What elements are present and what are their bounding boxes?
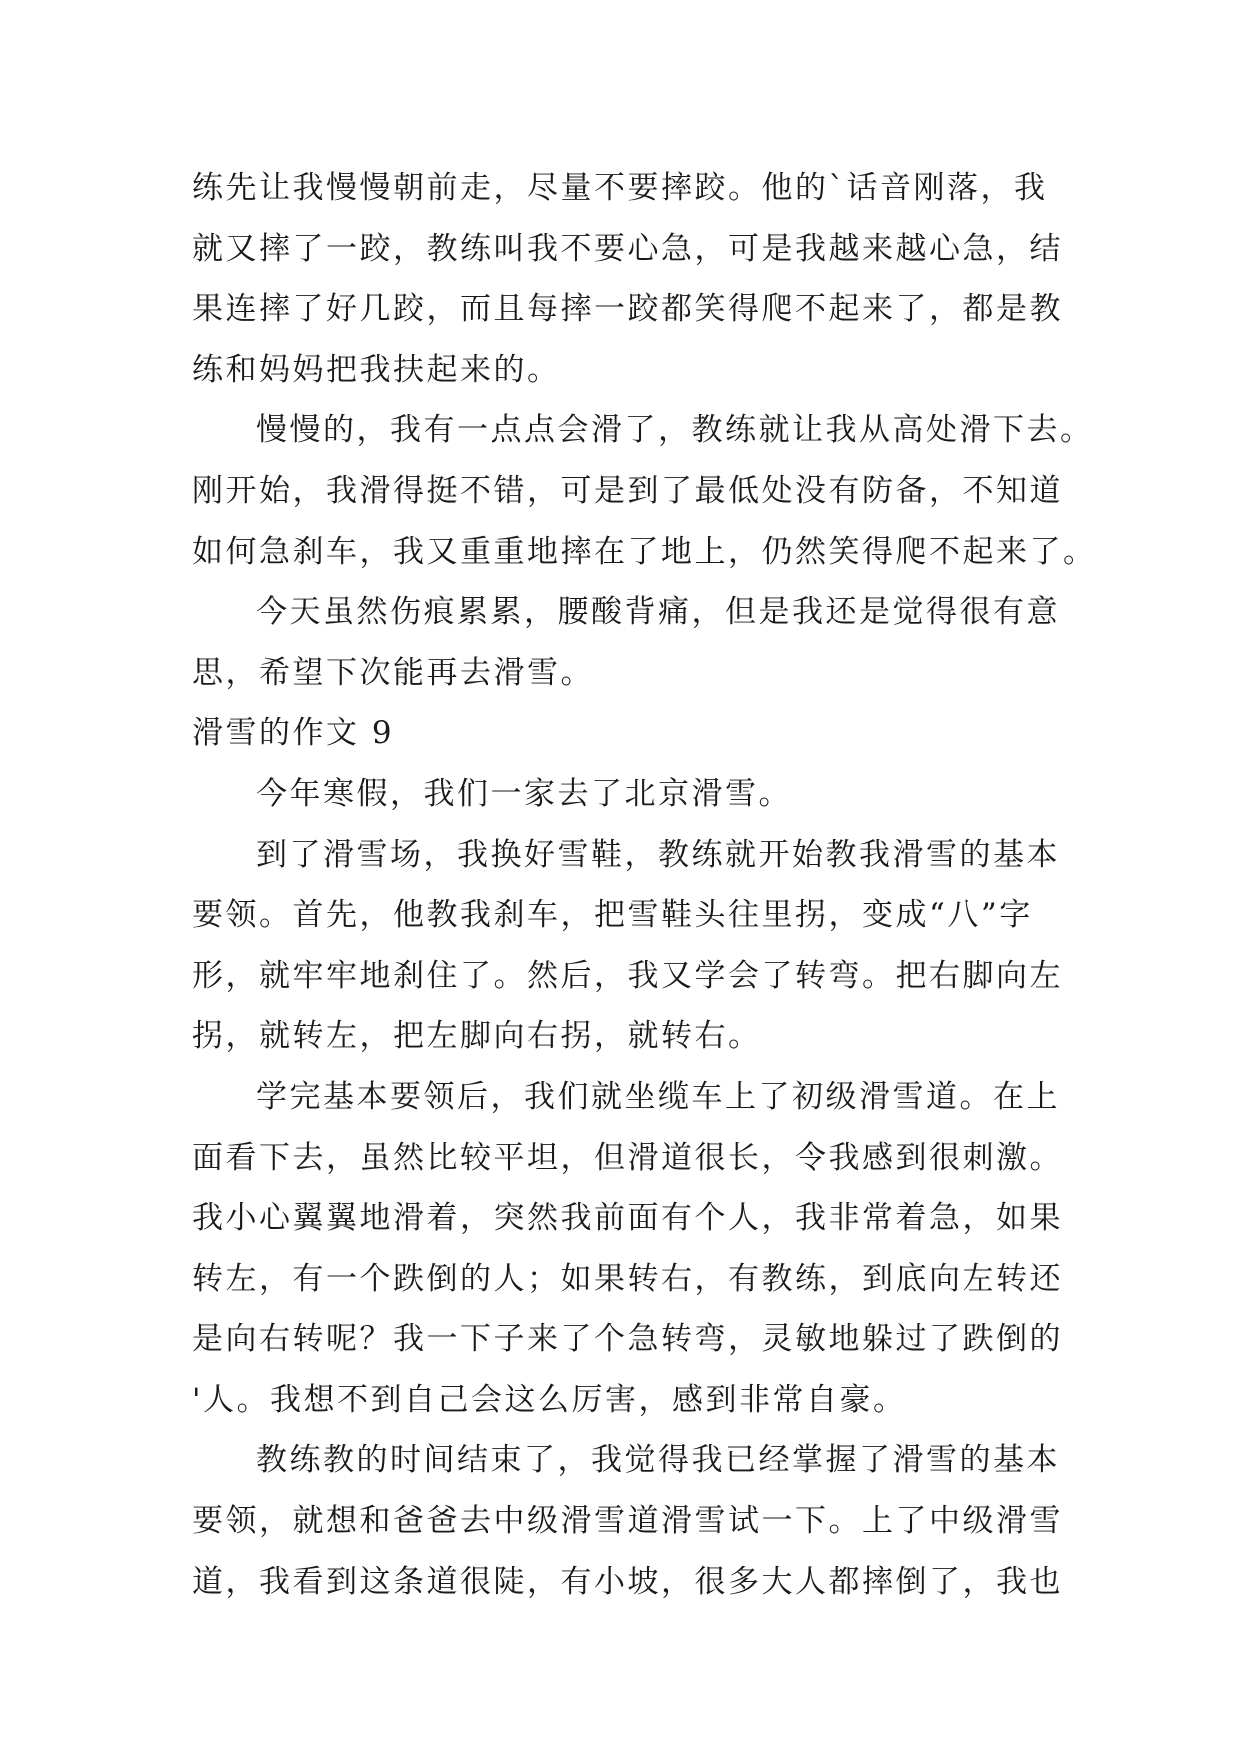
text-line: 练和妈妈把我扶起来的。 [192,351,561,388]
text-line: '人。我想不到自己会这么厉害，感到非常自豪。 [192,1381,907,1418]
text-line: 我小心翼翼地滑着，突然我前面有个人，我非常着急，如果 [192,1200,1063,1237]
text-line: 如何急刹车，我又重重地摔在了地上，仍然笑得爬不起来了。 [192,533,1097,570]
text-line: 练先让我慢慢朝前走，尽量不要摔跤。他的`话音刚落，我 [192,170,1048,206]
text-line: 今年寒假，我们一家去了北京滑雪。 [256,775,792,812]
text-line: 要领。首先，他教我刹车，把雪鞋头往里拐，变成“八”字 [192,897,1033,934]
essay-text [192,158,1097,1612]
text-line: 到了滑雪场，我换好雪鞋，教练就开始教我滑雪的基本 [256,836,1060,873]
text-line: 面看下去，虽然比较平坦，但滑道很长，令我感到很刺激。 [192,1139,1063,1176]
text-line: 慢慢的，我有一点点会滑了，教练就让我从高处滑下去。 [256,412,1094,449]
text-line: 形，就牢牢地刹住了。然后，我又学会了转弯。把右脚向左 [192,957,1063,994]
section-heading: 滑雪的作文 9 [192,715,395,752]
text-line: 是向右转呢？我一下子来了个急转弯，灵敏地躲过了跌倒的 [192,1321,1063,1358]
text-line: 要领，就想和爸爸去中级滑雪道滑雪试一下。上了中级滑雪 [192,1503,1063,1540]
text-line: 果连摔了好几跤，而且每摔一跤都笑得爬不起来了，都是教 [192,291,1063,328]
text-line: 转左，有一个跌倒的人；如果转右，有教练，到底向左转还 [192,1260,1063,1297]
text-line: 就又摔了一跤，教练叫我不要心急，可是我越来越心急，结 [192,230,1063,267]
text-line: 刚开始，我滑得挺不错，可是到了最低处没有防备，不知道 [192,472,1063,509]
text-line: 思，希望下次能再去滑雪。 [192,654,594,691]
text-line: 教练教的时间结束了，我觉得我已经掌握了滑雪的基本 [256,1442,1060,1479]
text-line: 今天虽然伤痕累累，腰酸背痛，但是我还是觉得很有意 [256,594,1060,631]
text-line: 学完基本要领后，我们就坐缆车上了初级滑雪道。在上 [256,1078,1060,1115]
text-line: 道，我看到这条道很陡，有小坡，很多大人都摔倒了，我也 [192,1563,1063,1600]
text-line: 拐，就转左，把左脚向右拐，就转右。 [192,1018,762,1055]
